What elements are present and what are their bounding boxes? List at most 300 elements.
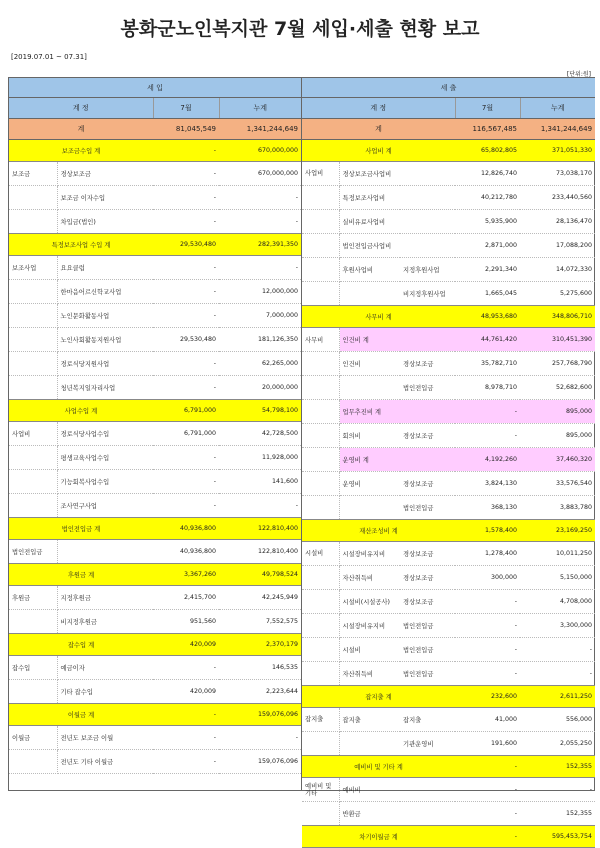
expense-group-cum: 895,000 (520, 400, 595, 424)
expense-subtotal-cum: 152,355 (520, 756, 595, 778)
expense-subtotal-month: 48,953,680 (455, 306, 520, 328)
expense-item-cum: - (520, 638, 595, 662)
unit-label: [단위:원] (566, 71, 591, 78)
income-item-cum: - (219, 726, 301, 750)
expense-item-row (302, 662, 595, 686)
income-item-row (9, 680, 301, 704)
expense-item-row (302, 472, 595, 496)
expense-category (302, 186, 339, 210)
income-category: 법인전입금 (9, 540, 57, 564)
expense-category (302, 448, 339, 472)
expense-subtotal-cum: 348,806,710 (520, 306, 595, 328)
income-item-label: 전년도 보조금 이월 (57, 726, 153, 750)
income-item-row (9, 726, 301, 750)
income-subtotal-month: - (153, 704, 219, 726)
expense-subtotal-label: 사업비 계 (302, 140, 455, 162)
income-section-title: 세 입 (9, 78, 301, 98)
income-item-cum: - (219, 256, 301, 280)
expense-column-header (302, 98, 595, 119)
income-item-label: 노인문화활동사업 (57, 304, 153, 328)
expense-category (302, 352, 339, 376)
income-item-label: 기능회복사업수입 (57, 470, 153, 494)
income-item-label: 경상보조금 (57, 162, 153, 186)
income-column-header (9, 98, 301, 119)
income-item-month: - (153, 726, 219, 750)
expense-item-row (302, 234, 595, 258)
income-item-cum: - (219, 494, 301, 518)
expense-item-row (302, 352, 595, 376)
income-item-month: 40,936,800 (153, 540, 219, 564)
expense-item-cum: 17,088,200 (520, 234, 595, 258)
income-item-row (9, 162, 301, 186)
income-item-cum: - (219, 210, 301, 234)
expense-group-total-row (302, 448, 595, 472)
income-category (9, 494, 57, 518)
report-sheet (8, 77, 595, 841)
income-item-label: 보조금 이자수입 (57, 186, 153, 210)
expense-item-sublabel: 잡지출 (400, 708, 455, 732)
expense-item-sublabel: 법인전입금 (400, 638, 455, 662)
expense-subtotal-month: - (455, 756, 520, 778)
expense-item-label: 시설장비유지비 (339, 614, 400, 638)
expense-item-label (339, 376, 400, 400)
expense-item-month: 1,665,045 (455, 282, 520, 306)
expense-item-label: 자산취득비 (339, 662, 400, 686)
expense-subtotal-row (302, 686, 595, 708)
income-total-label: 계 (9, 119, 153, 140)
income-item-cum: 141,600 (219, 470, 301, 494)
income-item-month: - (153, 494, 219, 518)
expense-category (302, 496, 339, 520)
income-item-row (9, 376, 301, 400)
income-category: 후원금 (9, 586, 57, 610)
expense-item-row (302, 258, 595, 282)
income-category (9, 680, 57, 704)
expense-item-cum: 556,000 (520, 708, 595, 732)
expense-subtotal-label: 재산조성비 계 (302, 520, 455, 542)
expense-item-month: - (455, 662, 520, 686)
income-item-row (9, 446, 301, 470)
expense-group-cum: 37,460,320 (520, 448, 595, 472)
expense-category (302, 566, 339, 590)
expense-category: 사업비 (302, 162, 339, 186)
expense-group-label: 운영비 계 (339, 448, 455, 472)
expense-item-label: 운영비 (339, 472, 400, 496)
expense-item-row (302, 614, 595, 638)
expense-item-cum: 10,011,250 (520, 542, 595, 566)
expense-item-month: 2,871,000 (455, 234, 520, 258)
income-item-row (9, 352, 301, 376)
expense-section-header (302, 78, 595, 98)
expense-subtotal-cum: 595,453,754 (520, 826, 595, 848)
income-category (9, 328, 57, 352)
income-item-month: - (153, 256, 219, 280)
expense-item-label: 반환금 (339, 802, 400, 826)
expense-item-row (302, 282, 595, 306)
income-item-month: 2,415,700 (153, 586, 219, 610)
income-item-row (9, 470, 301, 494)
income-item-month: - (153, 470, 219, 494)
expense-item-month: 35,782,710 (455, 352, 520, 376)
expense-category (302, 258, 339, 282)
expense-item-cum: 895,000 (520, 424, 595, 448)
income-item-label: 한마음어르신학교사업 (57, 280, 153, 304)
expense-item-sublabel (400, 778, 455, 802)
income-category (9, 280, 57, 304)
expense-item-sublabel: 법인전입금 (400, 376, 455, 400)
income-category (9, 750, 57, 774)
income-total-row (9, 119, 301, 140)
expense-column (301, 78, 595, 841)
income-item-label: 청년복지일자리사업 (57, 376, 153, 400)
expense-subtotal-row (302, 756, 595, 778)
income-category: 보조금 (9, 162, 57, 186)
income-col-month: 7월 (153, 98, 219, 119)
expense-item-label: 시설장비유지비 (339, 542, 400, 566)
expense-col-month: 7월 (455, 98, 520, 119)
expense-item-month: 191,600 (455, 732, 520, 756)
report-period: [2019.07.01 ~ 07.31] (11, 53, 87, 61)
expense-item-row (302, 566, 595, 590)
income-subtotal-month: - (153, 140, 219, 162)
income-category (9, 446, 57, 470)
income-item-label: 전년도 기타 이월금 (57, 750, 153, 774)
expense-group-total-row (302, 328, 595, 352)
income-item-row (9, 494, 301, 518)
income-item-label: 비지정후원금 (57, 610, 153, 634)
expense-subtotal-label: 차기이월금 계 (302, 826, 455, 848)
expense-item-month: - (455, 424, 520, 448)
income-subtotal-cum: 670,000,000 (219, 140, 301, 162)
expense-subtotal-row (302, 826, 595, 848)
expense-item-sublabel (400, 234, 455, 258)
expense-category (302, 732, 339, 756)
income-subtotal-label: 사업수입 계 (9, 400, 153, 422)
expense-item-sublabel: 경상보조금 (400, 542, 455, 566)
income-subtotal-label: 후원금 계 (9, 564, 153, 586)
income-subtotal-cum: 282,391,350 (219, 234, 301, 256)
expense-item-cum: 152,355 (520, 802, 595, 826)
expense-group-label: 업무추진비 계 (339, 400, 455, 424)
expense-item-label: 후원사업비 (339, 258, 400, 282)
income-item-month: - (153, 750, 219, 774)
income-category: 이월금 (9, 726, 57, 750)
expense-subtotal-cum: 371,051,330 (520, 140, 595, 162)
income-item-row (9, 210, 301, 234)
income-item-month: - (153, 446, 219, 470)
income-item-month: 29,530,480 (153, 328, 219, 352)
income-subtotal-cum: 159,076,096 (219, 704, 301, 726)
income-item-month: - (153, 280, 219, 304)
income-item-row (9, 280, 301, 304)
income-item-label: 경로식당사업수입 (57, 422, 153, 446)
expense-item-sublabel (400, 802, 455, 826)
expense-item-month: 3,824,130 (455, 472, 520, 496)
expense-item-label: 자산취득비 (339, 566, 400, 590)
income-subtotal-label: 이월금 계 (9, 704, 153, 726)
income-item-month: - (153, 210, 219, 234)
income-item-cum: 11,928,000 (219, 446, 301, 470)
expense-category (302, 400, 339, 424)
expense-item-month: 5,935,900 (455, 210, 520, 234)
income-subtotal-row (9, 564, 301, 586)
income-category (9, 376, 57, 400)
expense-item-row (302, 638, 595, 662)
expense-table (302, 78, 595, 848)
expense-item-month: 40,212,780 (455, 186, 520, 210)
expense-item-row (302, 496, 595, 520)
expense-item-label: 인건비 (339, 352, 400, 376)
income-item-row (9, 256, 301, 280)
income-item-label: 기타 잡수입 (57, 680, 153, 704)
expense-category: 잡지출 (302, 708, 339, 732)
income-item-month: 6,791,000 (153, 422, 219, 446)
income-category (9, 610, 57, 634)
expense-col-cum: 누계 (520, 98, 595, 119)
expense-item-month: 368,130 (455, 496, 520, 520)
expense-item-sublabel: 법인전입금 (400, 662, 455, 686)
expense-item-month: 41,000 (455, 708, 520, 732)
income-subtotal-label: 잡수입 계 (9, 634, 153, 656)
expense-item-cum: 3,883,780 (520, 496, 595, 520)
expense-item-row (302, 590, 595, 614)
income-total-month: 81,045,549 (153, 119, 219, 140)
expense-total-month: 116,567,485 (455, 119, 520, 140)
income-subtotal-row (9, 234, 301, 256)
income-item-row (9, 422, 301, 446)
expense-category (302, 472, 339, 496)
income-item-label: 조사연구사업 (57, 494, 153, 518)
income-item-cum: 20,000,000 (219, 376, 301, 400)
income-item-cum: 62,265,000 (219, 352, 301, 376)
expense-item-month: - (455, 638, 520, 662)
expense-item-sublabel: 경상보조금 (400, 424, 455, 448)
income-item-row (9, 304, 301, 328)
expense-item-label: 예비비 (339, 778, 400, 802)
income-category (9, 210, 57, 234)
expense-subtotal-month: 1,578,400 (455, 520, 520, 542)
expense-subtotal-label: 사무비 계 (302, 306, 455, 328)
expense-item-sublabel: 경상보조금 (400, 590, 455, 614)
income-item-month: 951,560 (153, 610, 219, 634)
income-subtotal-label: 특정보조사업 수입 계 (9, 234, 153, 256)
expense-item-label: 실비유료사업비 (339, 210, 400, 234)
expense-category (302, 234, 339, 258)
income-item-row (9, 186, 301, 210)
expense-item-row (302, 376, 595, 400)
income-item-cum: 670,000,000 (219, 162, 301, 186)
income-item-row (9, 540, 301, 564)
income-item-row (9, 656, 301, 680)
income-item-label: 요요클럽 (57, 256, 153, 280)
expense-subtotal-row (302, 140, 595, 162)
income-total-cum: 1,341,244,649 (219, 119, 301, 140)
expense-item-label: 시설비(시설공사) (339, 590, 400, 614)
income-category: 잡수입 (9, 656, 57, 680)
expense-item-month: 1,278,400 (455, 542, 520, 566)
expense-subtotal-month: - (455, 826, 520, 848)
expense-category: 사무비 (302, 328, 339, 352)
expense-item-row (302, 424, 595, 448)
expense-subtotal-label: 잡지출 계 (302, 686, 455, 708)
expense-item-sublabel: 지정후원사업 (400, 258, 455, 282)
expense-item-sublabel: 경상보조금 (400, 352, 455, 376)
income-item-month: - (153, 352, 219, 376)
expense-item-month: - (455, 590, 520, 614)
expense-item-month: 8,978,710 (455, 376, 520, 400)
expense-item-month: - (455, 802, 520, 826)
income-subtotal-cum: 49,798,524 (219, 564, 301, 586)
page-title: 봉화군노인복지관 7월 세입·세출 현황 보고 (120, 18, 480, 40)
expense-item-cum: 5,150,000 (520, 566, 595, 590)
income-item-cum: 122,810,400 (219, 540, 301, 564)
expense-item-cum: 52,682,600 (520, 376, 595, 400)
expense-item-cum: 3,300,000 (520, 614, 595, 638)
expense-item-cum: 2,055,250 (520, 732, 595, 756)
expense-category (302, 614, 339, 638)
income-item-label: 경로식당지원사업 (57, 352, 153, 376)
income-item-month: - (153, 162, 219, 186)
income-item-row (9, 610, 301, 634)
expense-subtotal-month: 232,600 (455, 686, 520, 708)
expense-category (302, 638, 339, 662)
income-item-cum: - (219, 186, 301, 210)
expense-item-row (302, 708, 595, 732)
expense-item-label: 회의비 (339, 424, 400, 448)
income-item-cum: 146,535 (219, 656, 301, 680)
income-category (9, 186, 57, 210)
expense-category (302, 662, 339, 686)
income-subtotal-month: 6,791,000 (153, 400, 219, 422)
expense-item-sublabel: 비지정후원사업 (400, 282, 455, 306)
expense-item-row (302, 732, 595, 756)
income-subtotal-row (9, 704, 301, 726)
expense-item-cum: 5,275,600 (520, 282, 595, 306)
income-item-month: - (153, 376, 219, 400)
income-category: 보조사업 (9, 256, 57, 280)
income-subtotal-row (9, 634, 301, 656)
income-item-cum: 42,245,949 (219, 586, 301, 610)
expense-category: 예비비 및기타 (302, 778, 339, 802)
income-item-month: - (153, 656, 219, 680)
income-table (9, 78, 301, 774)
expense-item-cum: 73,038,170 (520, 162, 595, 186)
income-section-header (9, 78, 301, 98)
expense-item-row (302, 162, 595, 186)
income-subtotal-month: 420,009 (153, 634, 219, 656)
expense-item-row (302, 210, 595, 234)
income-item-label: 지정후원금 (57, 586, 153, 610)
expense-subtotal-row (302, 306, 595, 328)
income-category (9, 470, 57, 494)
expense-item-month: 2,291,340 (455, 258, 520, 282)
expense-item-row (302, 802, 595, 826)
expense-item-label: 경상보조금사업비 (339, 162, 400, 186)
expense-subtotal-row (302, 520, 595, 542)
expense-category (302, 376, 339, 400)
expense-subtotal-cum: 23,169,250 (520, 520, 595, 542)
expense-section-title: 세 출 (302, 78, 595, 98)
income-category: 사업비 (9, 422, 57, 446)
expense-item-row (302, 778, 595, 802)
income-item-row (9, 328, 301, 352)
expense-item-label (339, 496, 400, 520)
expense-item-sublabel: 법인전입금 (400, 496, 455, 520)
income-subtotal-label: 법인전입금 계 (9, 518, 153, 540)
expense-group-month: 4,192,260 (455, 448, 520, 472)
income-subtotal-cum: 122,810,400 (219, 518, 301, 540)
income-item-cum: 7,552,575 (219, 610, 301, 634)
expense-group-label: 인건비 계 (339, 328, 455, 352)
expense-group-month: 44,761,420 (455, 328, 520, 352)
expense-total-row (302, 119, 595, 140)
income-item-month: - (153, 304, 219, 328)
income-item-label (57, 540, 153, 564)
expense-item-month: - (455, 614, 520, 638)
expense-item-sublabel: 경상보조금 (400, 472, 455, 496)
income-col-cum: 누계 (219, 98, 301, 119)
expense-item-cum: 33,576,540 (520, 472, 595, 496)
expense-total-label: 계 (302, 119, 455, 140)
expense-item-cum: - (520, 778, 595, 802)
expense-item-sublabel (400, 210, 455, 234)
expense-subtotal-label: 예비비 및 기타 계 (302, 756, 455, 778)
expense-item-cum: 28,136,470 (520, 210, 595, 234)
income-item-cum: 7,000,000 (219, 304, 301, 328)
income-subtotal-label: 보조금수입 계 (9, 140, 153, 162)
expense-item-sublabel (400, 162, 455, 186)
expense-item-label: 법인전입금사업비 (339, 234, 400, 258)
expense-item-sublabel: 법인전입금 (400, 614, 455, 638)
expense-item-label: 특정보조사업비 (339, 186, 400, 210)
income-category (9, 304, 57, 328)
income-col-account: 계 정 (9, 98, 153, 119)
income-item-row (9, 586, 301, 610)
income-category (9, 352, 57, 376)
expense-category: 시설비 (302, 542, 339, 566)
expense-item-month: 12,826,740 (455, 162, 520, 186)
expense-subtotal-cum: 2,611,250 (520, 686, 595, 708)
income-item-label: 예금이자 (57, 656, 153, 680)
expense-item-month: 300,000 (455, 566, 520, 590)
expense-item-sublabel: 기관운영비 (400, 732, 455, 756)
income-subtotal-cum: 2,370,179 (219, 634, 301, 656)
income-item-label: 차입금(법인) (57, 210, 153, 234)
expense-item-label: 잡지출 (339, 708, 400, 732)
expense-item-cum: 14,072,330 (520, 258, 595, 282)
expense-item-label (339, 282, 400, 306)
expense-item-row (302, 542, 595, 566)
income-item-label: 평생교육사업수입 (57, 446, 153, 470)
expense-item-sublabel (400, 186, 455, 210)
expense-category (302, 282, 339, 306)
expense-category (302, 590, 339, 614)
expense-item-cum: 257,768,790 (520, 352, 595, 376)
income-subtotal-cum: 54,798,100 (219, 400, 301, 422)
expense-group-month: - (455, 400, 520, 424)
income-subtotal-row (9, 400, 301, 422)
income-item-month: - (153, 186, 219, 210)
income-subtotal-month: 29,530,480 (153, 234, 219, 256)
expense-item-label: 시설비 (339, 638, 400, 662)
income-item-month: 420,009 (153, 680, 219, 704)
expense-group-total-row (302, 400, 595, 424)
expense-col-account: 계 정 (302, 98, 455, 119)
income-item-cum: 159,076,096 (219, 750, 301, 774)
expense-category (302, 210, 339, 234)
income-item-cum: 42,728,500 (219, 422, 301, 446)
income-subtotal-row (9, 518, 301, 540)
